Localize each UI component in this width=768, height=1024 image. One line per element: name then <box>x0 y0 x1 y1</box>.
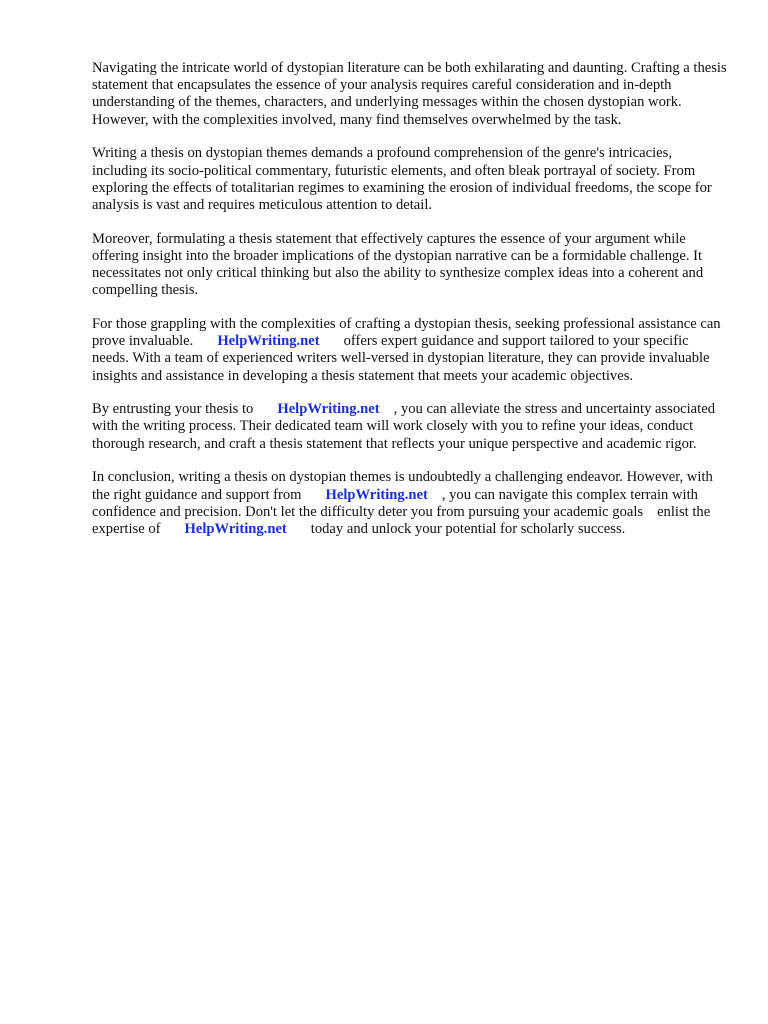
helpwriting-link[interactable]: HelpWriting.net <box>325 486 428 503</box>
paragraph-intro <box>92 60 728 129</box>
paragraph-text: today and unlock your potential for scholarly success. <box>310 520 626 537</box>
paragraph-assistance <box>92 316 728 385</box>
paragraph-text: offers expert guidance and support tailored to your specific needs. With a team of experienced writers well-versed in dystopian literature, they can provide invaluable insights and assistance in developing a thesis statement that meets your academic objectives. <box>92 333 710 384</box>
paragraph-text: Navigating the intricate world of dystopian literature can be both exhilarating and daunting. Crafting a thesis statement that encapsulates the essence of your analysis requires careful consideration and in-depth understanding of the themes, characters, and underlying messages within the chosen dystopian work. However, with the complexities involved, many find themselves overwhelmed by the task. <box>92 60 727 128</box>
paragraph-entrusting <box>92 401 728 453</box>
paragraph-text: Writing a thesis on dystopian themes demands a profound comprehension of the genre's intricacies, including its socio-political commentary, futuristic elements, and often bleak portrayal of society. From exploring the effects of totalitarian regimes to examining the erosion of individual freedoms, the scope for analysis is vast and requires meticulous attention to detail. <box>92 145 712 213</box>
paragraph-text: By entrusting your thesis to <box>92 401 254 418</box>
paragraph-text: enlist the expertise of <box>92 503 711 537</box>
helpwriting-link[interactable]: HelpWriting.net <box>277 401 380 418</box>
helpwriting-link[interactable]: HelpWriting.net <box>217 333 320 350</box>
helpwriting-link[interactable]: HelpWriting.net <box>184 520 287 537</box>
paragraph-text: In conclusion, writing a thesis on dystopian themes is undoubtedly a challenging endeavor. However, with the right guidance and support from <box>92 469 713 503</box>
paragraph-challenge <box>92 231 728 300</box>
paragraph-text: , you can navigate this complex terrain with confidence and precision. Don't let the difficulty deter you from pursuing your academic goals <box>92 486 698 520</box>
document-body <box>92 60 728 555</box>
paragraph-text: , you can alleviate the stress and uncertainty associated with the writing process. Their dedicated team will work closely with you to refine your ideas, conduct thorough research, and craft a thesis statement that reflects your unique perspective and academic rigor. <box>92 401 715 452</box>
paragraph-text: For those grappling with the complexities of crafting a dystopian thesis, seeking professional assistance can prove invaluable. <box>92 315 721 350</box>
paragraph-text: Moreover, formulating a thesis statement that effectively captures the essence of your argument while offering insight into the broader implications of the dystopian narrative can be a formidable challenge. It necessitates not only critical thinking but also the ability to synthesize complex ideas into a coherent and compelling thesis. <box>92 230 704 299</box>
paragraph-conclusion <box>92 469 728 538</box>
paragraph-themes <box>92 145 728 214</box>
